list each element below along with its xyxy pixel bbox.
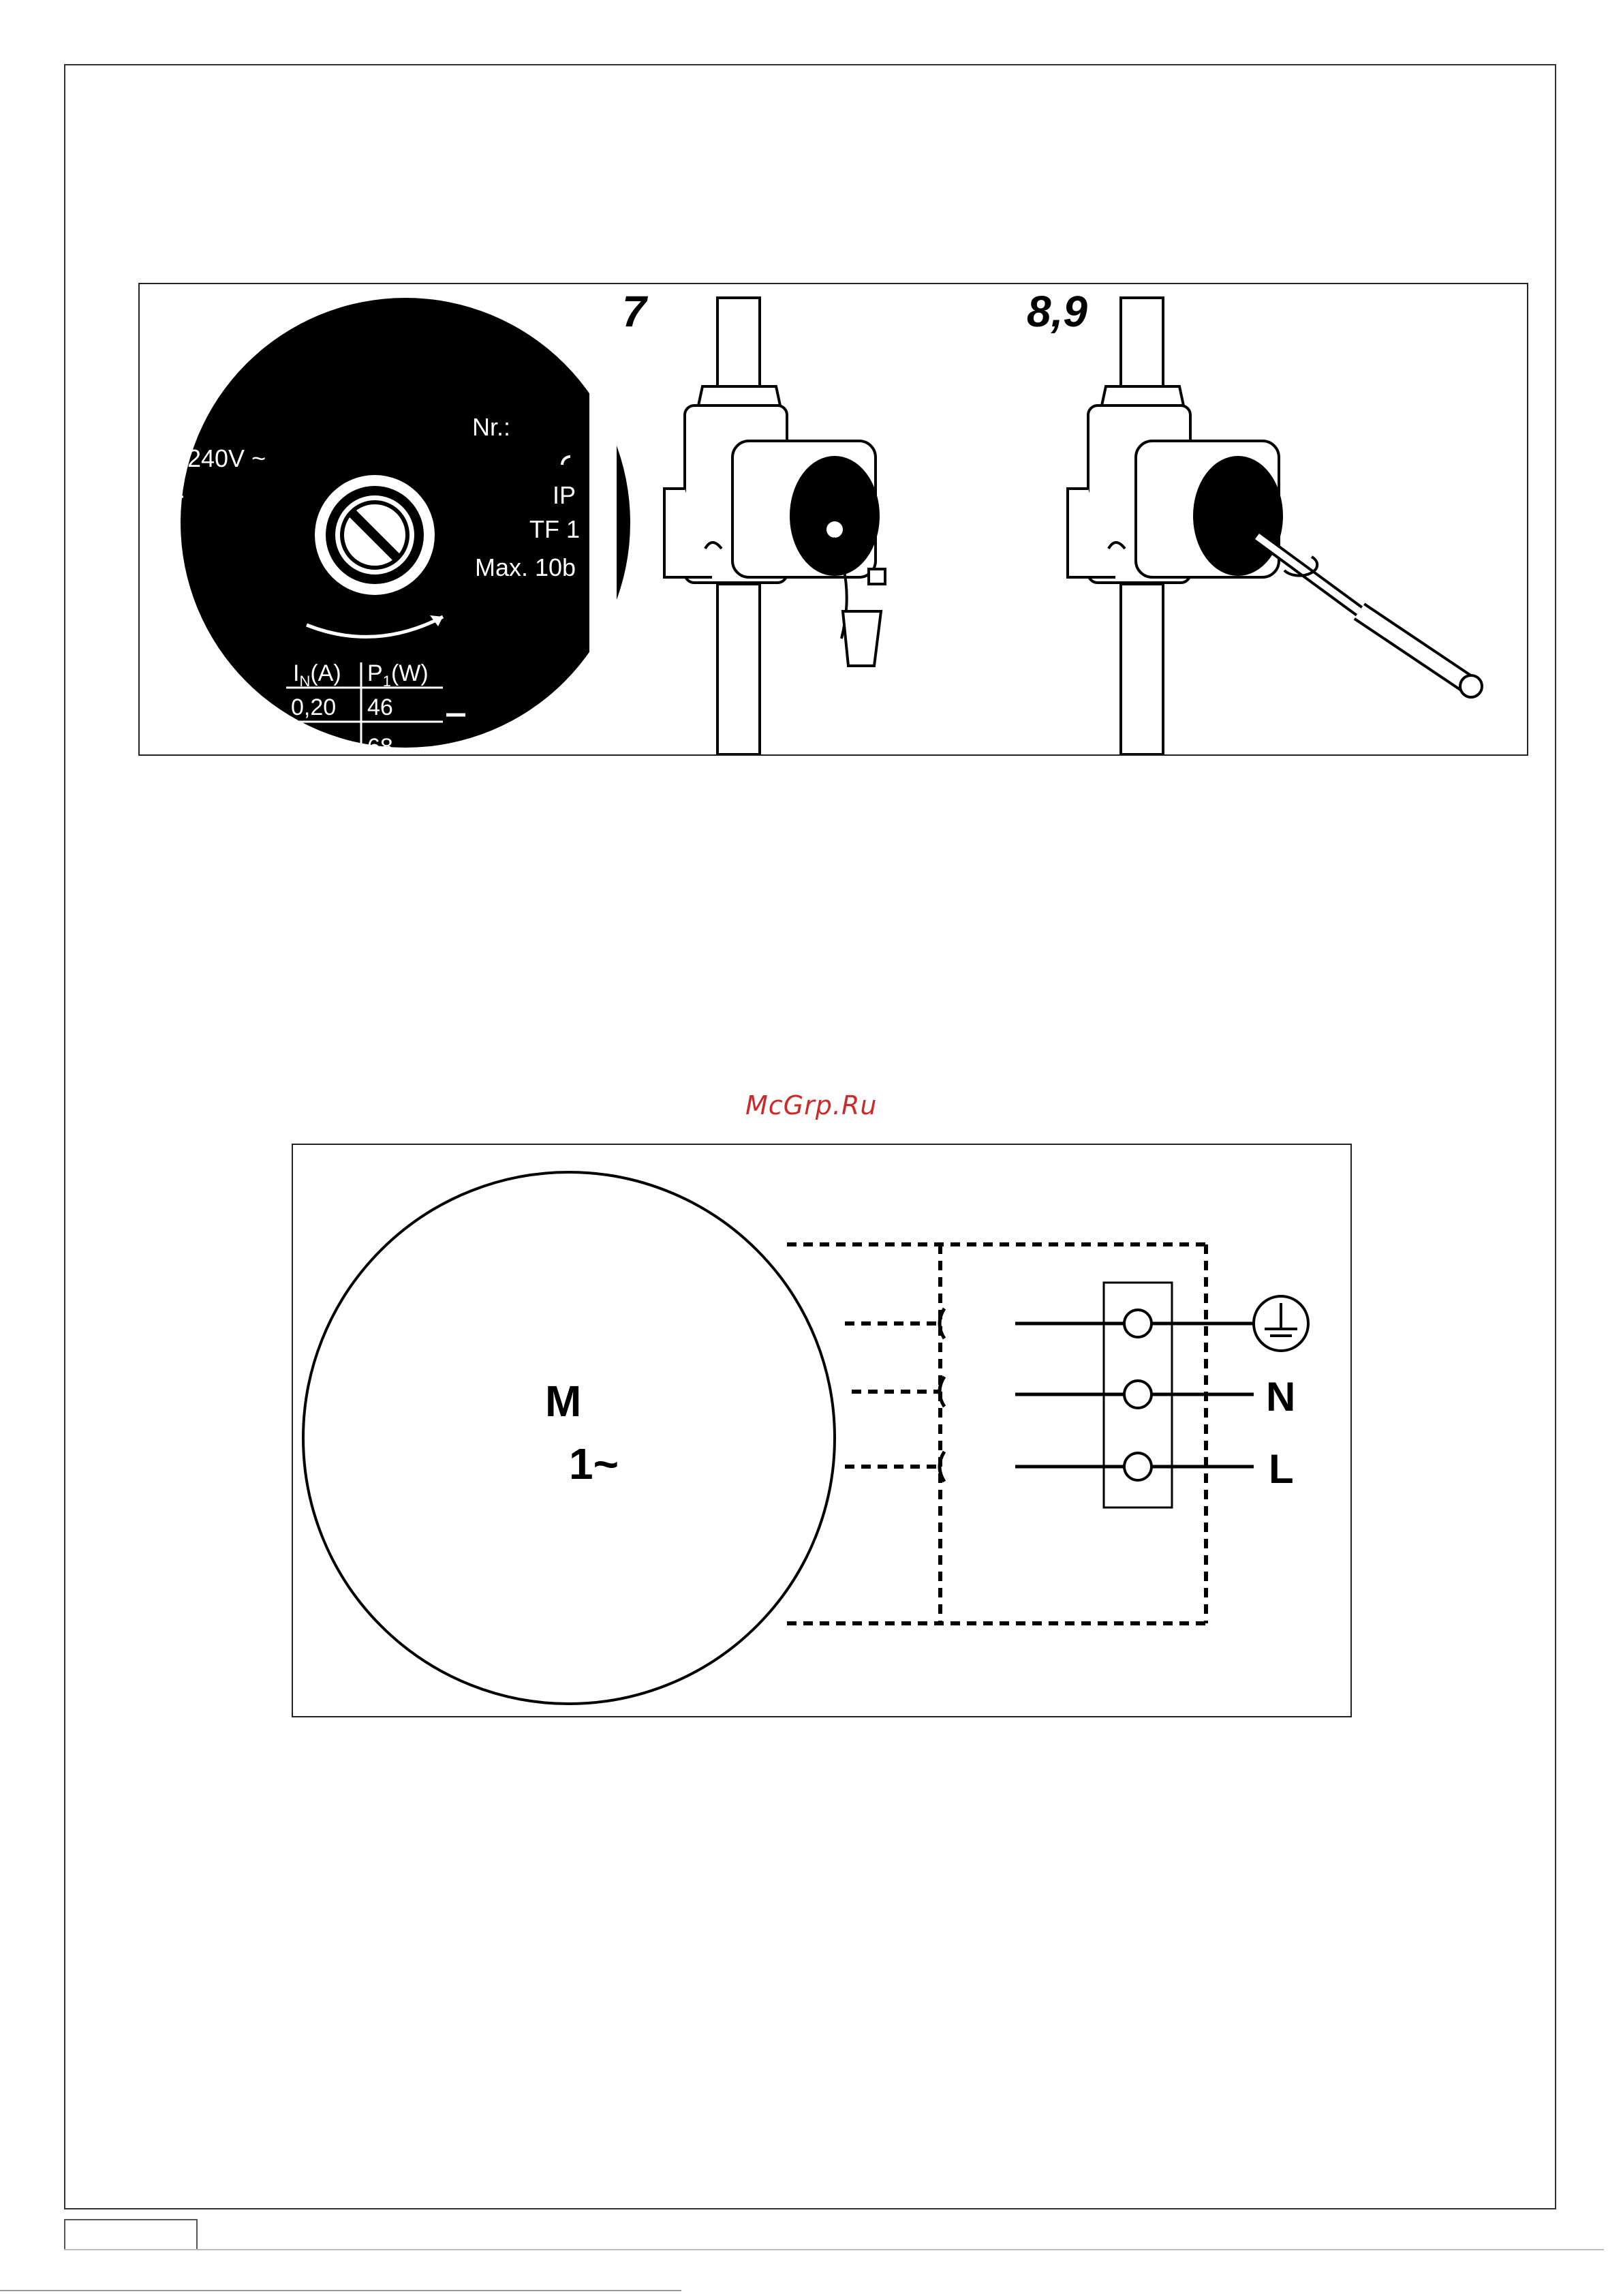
earth-ground-icon — [1254, 1296, 1308, 1351]
motor-label: M — [545, 1377, 582, 1426]
current-column-header: $I_N(A)$ — [293, 660, 341, 690]
pump-vent-illustration — [664, 298, 885, 754]
pump-figure-drawing — [140, 284, 1527, 754]
step-7-label: 7 — [622, 287, 647, 336]
nameplate-ip: IP — [553, 481, 576, 509]
line-label: L — [1269, 1446, 1294, 1492]
nameplate-disc — [140, 284, 630, 754]
page-footer-rule-lower — [0, 2290, 681, 2291]
nameplate-max-pressure: Max. 10b — [475, 553, 576, 581]
step-8-9-label: 8,9 — [1027, 287, 1087, 336]
page-footer-tab — [64, 2219, 198, 2250]
row2-current: 30 — [315, 734, 341, 754]
pump-screwdriver-illustration — [1068, 298, 1482, 754]
pump-figure-panel — [138, 283, 1528, 756]
motor-phase-label: 1~ — [569, 1439, 619, 1488]
nameplate-voltage: - 240V ~ — [172, 444, 266, 472]
terminal-box-outline — [787, 1244, 1206, 1623]
row2-power: 68 — [367, 734, 393, 754]
terminal-line — [1124, 1453, 1151, 1480]
motor-circle — [303, 1172, 835, 1704]
power-column-header: $P_1(W)$ — [367, 660, 429, 690]
row1-power: 46 — [367, 694, 393, 720]
wiring-diagram-panel — [292, 1144, 1352, 1717]
nameplate-tf: TF 1 — [529, 515, 581, 543]
wiring-diagram-drawing — [293, 1145, 1350, 1716]
row1-current: 0,20 — [291, 694, 337, 720]
page-footer-rule — [64, 2249, 1604, 2250]
terminal-neutral — [1124, 1381, 1151, 1408]
nameplate-number: Nr.: — [472, 413, 511, 441]
terminal-earth — [1124, 1310, 1151, 1337]
neutral-label: N — [1266, 1374, 1296, 1420]
watermark-text: McGrp.Ru — [745, 1090, 878, 1120]
terminal-block — [1015, 1283, 1254, 1507]
rotation-shaft-icon — [315, 475, 435, 595]
